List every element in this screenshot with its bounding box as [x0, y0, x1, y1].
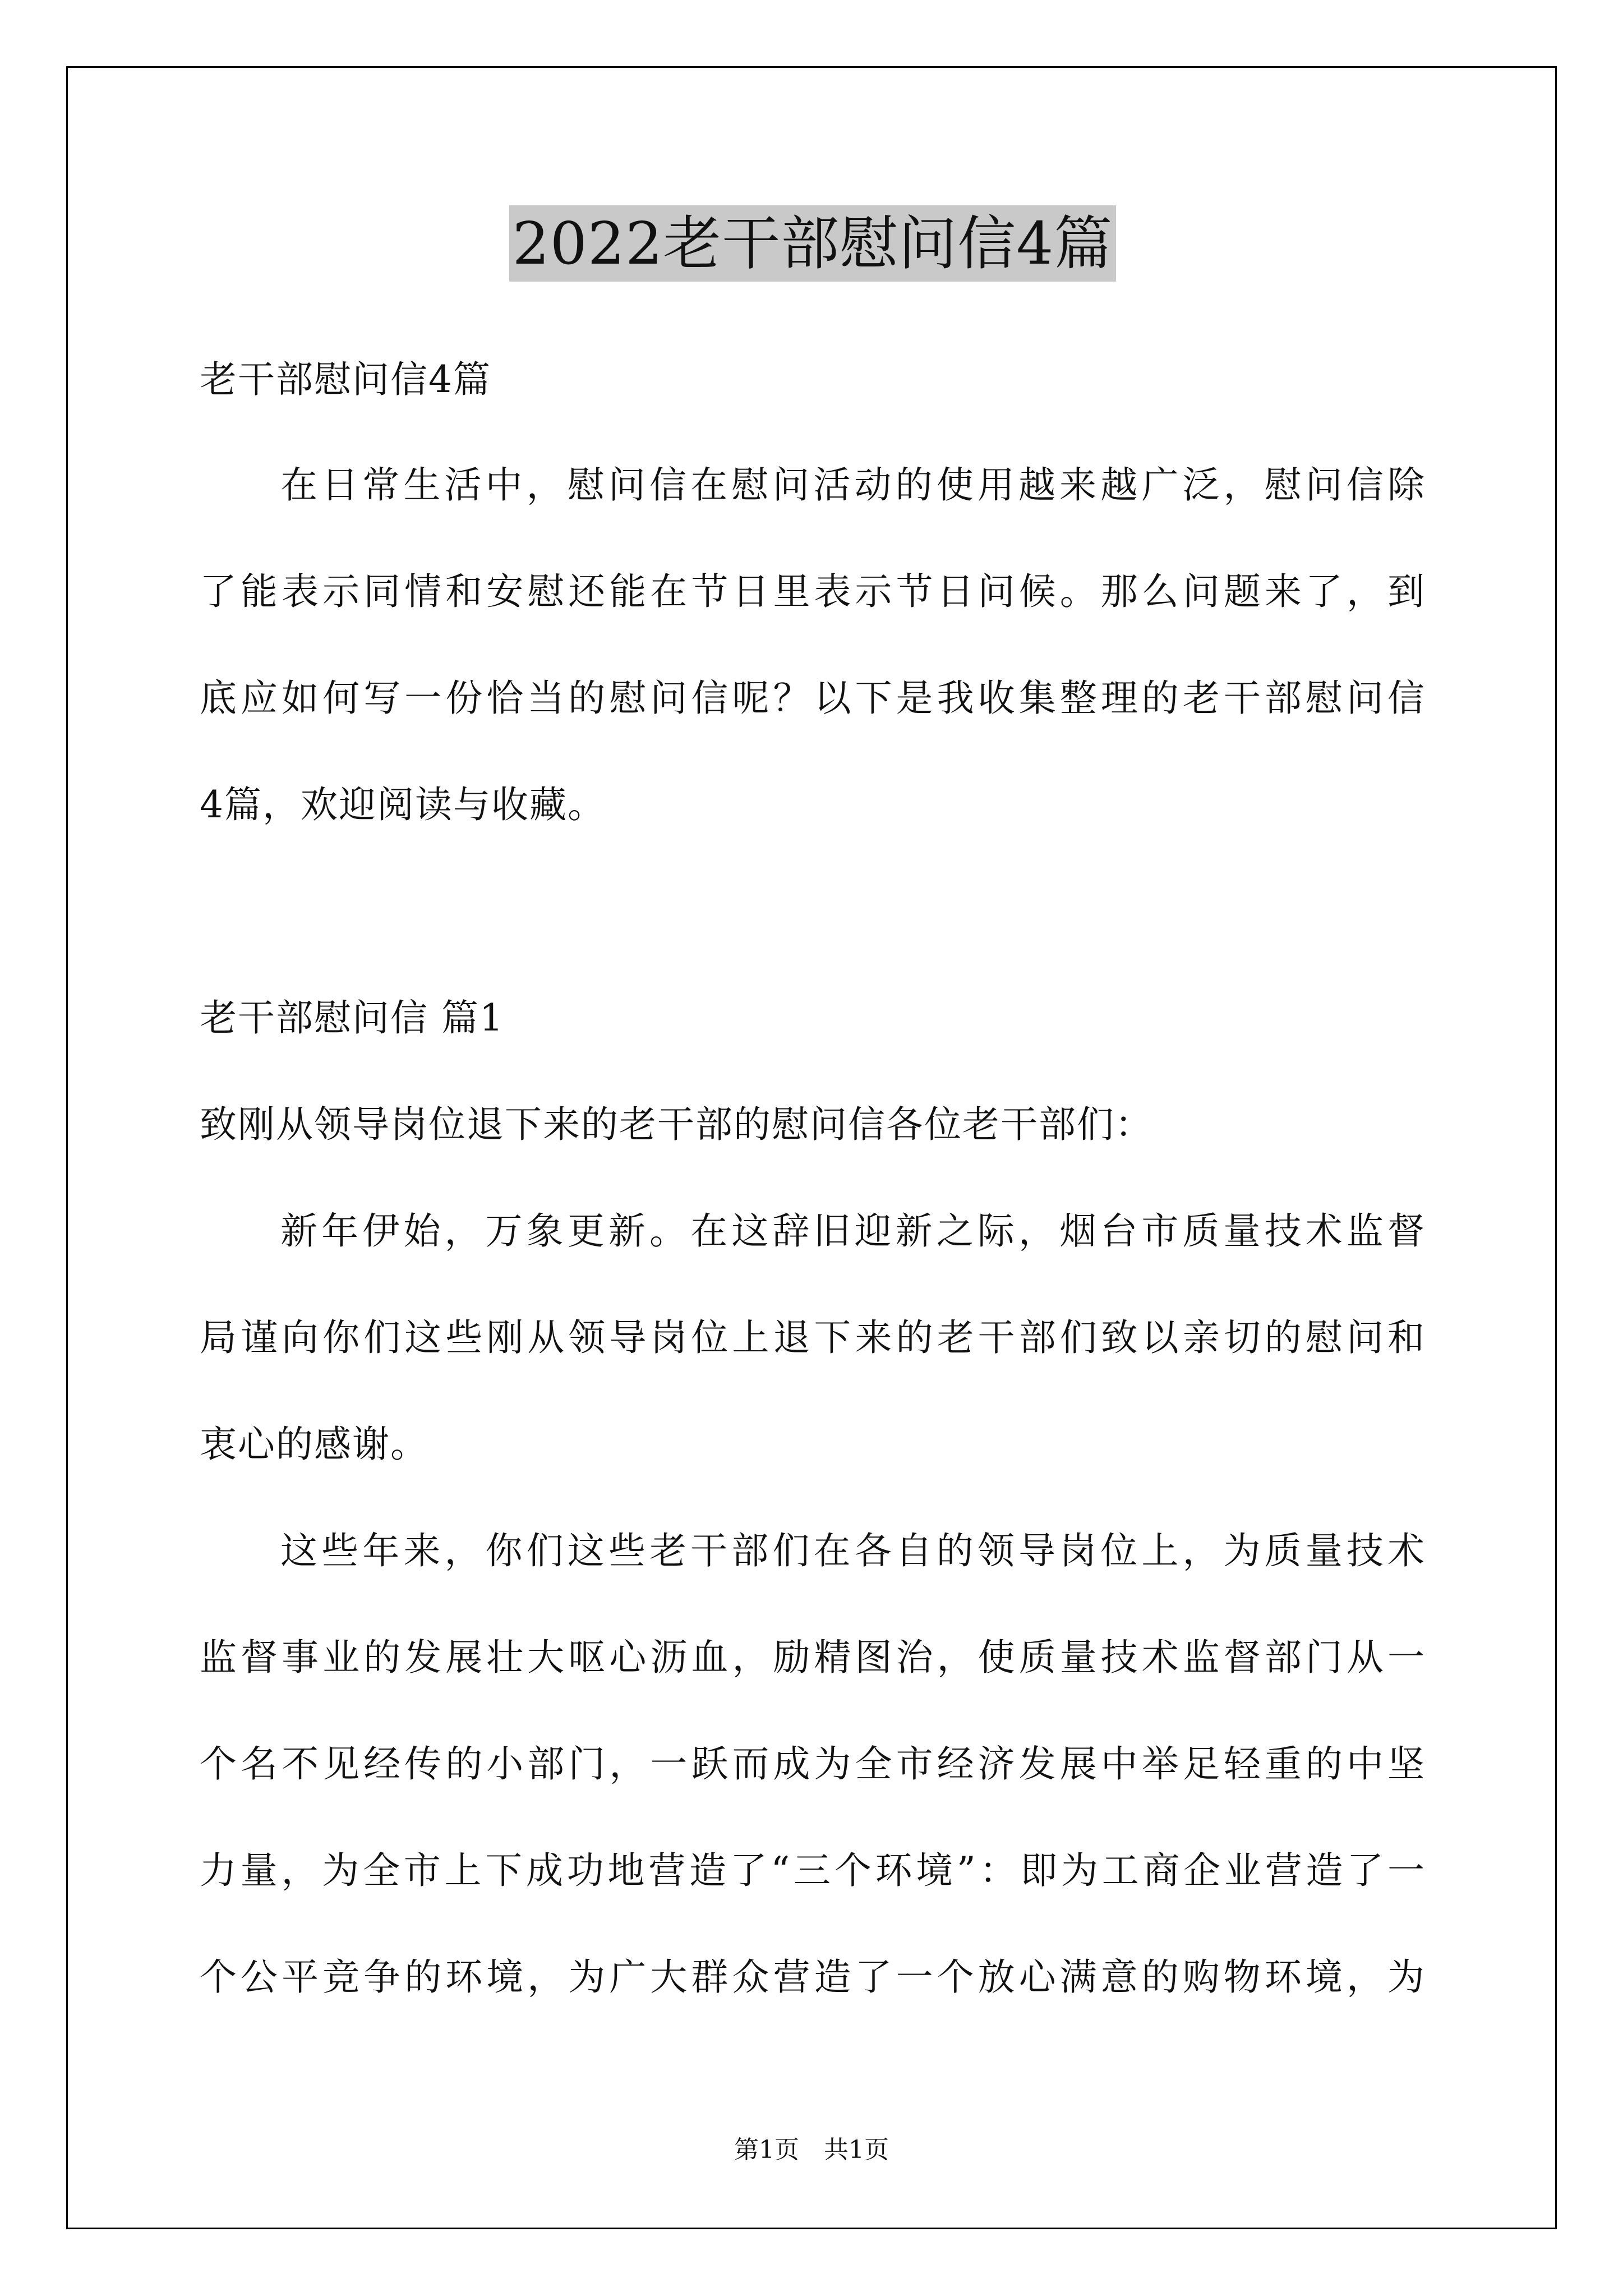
paragraph-line: 监督事业的发展壮大呕心沥血，励精图治，使质量技术监督部门从一	[200, 1636, 1426, 1679]
intro-line: 了能表示同情和安慰还能在节日里表示节日问候。那么问题来了，到	[200, 570, 1426, 613]
paragraph-line: 局谨向你们这些刚从领导岗位上退下来的老干部们致以亲切的慰问和	[200, 1316, 1426, 1359]
paragraph-line: 个公平竞争的环境，为广大群众营造了一个放心满意的购物环境，为	[200, 1955, 1426, 1999]
paragraph-line: 这些年来，你们这些老干部们在各自的领导岗位上，为质量技术	[280, 1529, 1426, 1572]
paragraph-line: 衷心的感谢。	[200, 1423, 428, 1466]
salutation: 致刚从领导岗位退下来的老干部的慰问信各位老干部们：	[200, 1103, 1153, 1146]
paragraph-line: 新年伊始，万象更新。在这辞旧迎新之际，烟台市质量技术监督	[280, 1209, 1426, 1253]
intro-line: 4篇，欢迎阅读与收藏。	[200, 783, 606, 826]
document-title: 2022老干部慰问信4篇	[509, 205, 1117, 282]
page-footer: 第1页 共1页	[734, 2136, 889, 2164]
title-wrap	[200, 205, 1426, 282]
section-heading: 老干部慰问信 篇1	[200, 996, 504, 1039]
paragraph-line: 个名不见经传的小部门，一跃而成为全市经济发展中举足轻重的中坚	[200, 1742, 1426, 1786]
intro-line: 在日常生活中，慰问信在慰问活动的使用越来越广泛，慰问信除	[280, 463, 1426, 507]
paragraph-line: 力量，为全市上下成功地营造了“三个环境”：即为工商企业营造了一	[200, 1849, 1426, 1892]
document-subtitle: 老干部慰问信4篇	[200, 358, 491, 401]
intro-line: 底应如何写一份恰当的慰问信呢？以下是我收集整理的老干部慰问信	[200, 677, 1426, 720]
